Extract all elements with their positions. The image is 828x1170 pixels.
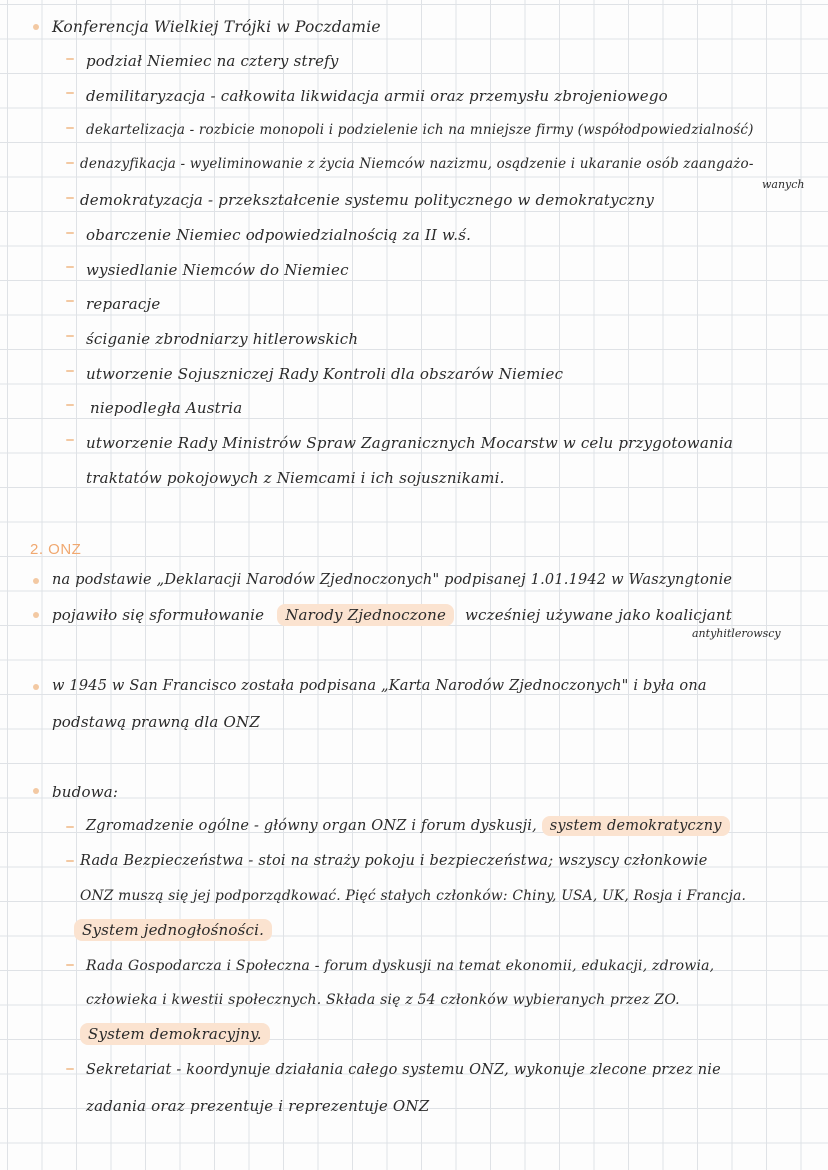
list-item-continued: zadania oraz prezentuje i reprezentuje ONZ bbox=[86, 1097, 430, 1115]
dash bbox=[66, 58, 74, 60]
highlight: System demokracyjny. bbox=[80, 1023, 270, 1045]
list-item: utworzenie Sojuszniczej Rady Kontroli dla obszarów Niemiec bbox=[86, 365, 564, 383]
highlight: Narody Zjednoczone bbox=[277, 604, 454, 626]
paragraph-line: na podstawie „Deklaracji Narodów Zjednoczonych" podpisanej 1.01.1942 w Waszyngtonie bbox=[52, 572, 733, 588]
text: wcześniej używane jako koalicjant bbox=[465, 606, 733, 624]
dash bbox=[66, 1068, 74, 1070]
dash bbox=[66, 162, 74, 164]
note-small: antyhitlerowscy bbox=[692, 627, 781, 640]
list-item-continued bbox=[74, 921, 272, 939]
dash bbox=[66, 404, 74, 406]
bullet bbox=[33, 612, 39, 618]
dash bbox=[66, 335, 74, 337]
text: pojawiło się sformułowanie bbox=[52, 606, 265, 624]
list-item: Rada Gospodarcza i Społeczna - forum dyskusji na temat ekonomii, edukacji, zdrowia, bbox=[86, 958, 715, 974]
paragraph-line: w 1945 w San Francisco została podpisana „Karta Narodów Zjednoczonych" i była ona bbox=[52, 678, 707, 694]
dash bbox=[66, 439, 74, 441]
list-item: reparacje bbox=[86, 295, 161, 313]
list-item: demilitaryzacja - całkowita likwidacja armii oraz przemysłu zbrojeniowego bbox=[86, 87, 668, 105]
section-heading: 2. ONZ bbox=[30, 541, 82, 558]
list-item-continued: człowieka i kwestii społecznych. Składa się z 54 członków wybieranych przez ZO. bbox=[86, 992, 680, 1008]
list-item: wysiedlanie Niemców do Niemiec bbox=[86, 261, 349, 279]
dash bbox=[66, 197, 74, 199]
highlight: System jednogłośności. bbox=[74, 919, 272, 941]
list-item: dekartelizacja - rozbicie monopoli i podzielenie ich na mniejsze firmy (współodpowiedzialność) bbox=[86, 122, 754, 138]
list-item: obarczenie Niemiec odpowiedzialnością za II w.ś. bbox=[86, 226, 472, 244]
list-item-continued: ONZ muszą się jej podporządkować. Pięć stałych członków: Chiny, USA, UK, Rosja i Francja. bbox=[80, 888, 747, 904]
text: Zgromadzenie ogólne - główny organ ONZ i forum dyskusji, bbox=[86, 818, 537, 834]
section-title: Konferencja Wielkiej Trójki w Poczdamie bbox=[52, 18, 381, 36]
highlight: system demokratyczny bbox=[542, 816, 730, 836]
list-item: denazyfikacja - wyeliminowanie z życia Niemców nazizmu, osądzenie i ukaranie osób zaangażo- bbox=[80, 156, 754, 172]
bullet bbox=[33, 24, 39, 30]
paragraph-line: podstawą prawną dla ONZ bbox=[52, 713, 260, 731]
note-wanych: wanych bbox=[762, 178, 805, 191]
dash bbox=[66, 92, 74, 94]
list-item: niepodległa Austria bbox=[90, 399, 243, 417]
label-budowa: budowa: bbox=[52, 783, 119, 801]
dash bbox=[66, 826, 74, 828]
paragraph-line bbox=[52, 606, 732, 624]
list-item: demokratyzacja - przekształcenie systemu politycznego w demokratyczny bbox=[80, 191, 655, 209]
dash bbox=[66, 860, 74, 862]
dash bbox=[66, 232, 74, 234]
list-item: podział Niemiec na cztery strefy bbox=[86, 52, 339, 70]
dash bbox=[66, 127, 74, 129]
list-item-continued bbox=[80, 1025, 270, 1043]
bullet bbox=[33, 578, 39, 584]
list-item: Sekretariat - koordynuje działania całego systemu ONZ, wykonuje zlecone przez nie bbox=[86, 1062, 721, 1078]
list-item: utworzenie Rady Ministrów Spraw Zagranicznych Mocarstw w celu przygotowania bbox=[86, 434, 733, 452]
bullet bbox=[33, 684, 39, 690]
dash bbox=[66, 266, 74, 268]
dash bbox=[66, 370, 74, 372]
list-item-continued: traktatów pokojowych z Niemcami i ich sojusznikami. bbox=[86, 469, 505, 487]
dash bbox=[66, 300, 74, 302]
list-item bbox=[86, 818, 730, 834]
dash bbox=[66, 964, 74, 966]
list-item: Rada Bezpieczeństwa - stoi na straży pokoju i bezpieczeństwa; wszyscy członkowie bbox=[80, 853, 708, 869]
bullet bbox=[33, 788, 39, 794]
list-item: ściganie zbrodniarzy hitlerowskich bbox=[86, 330, 359, 348]
